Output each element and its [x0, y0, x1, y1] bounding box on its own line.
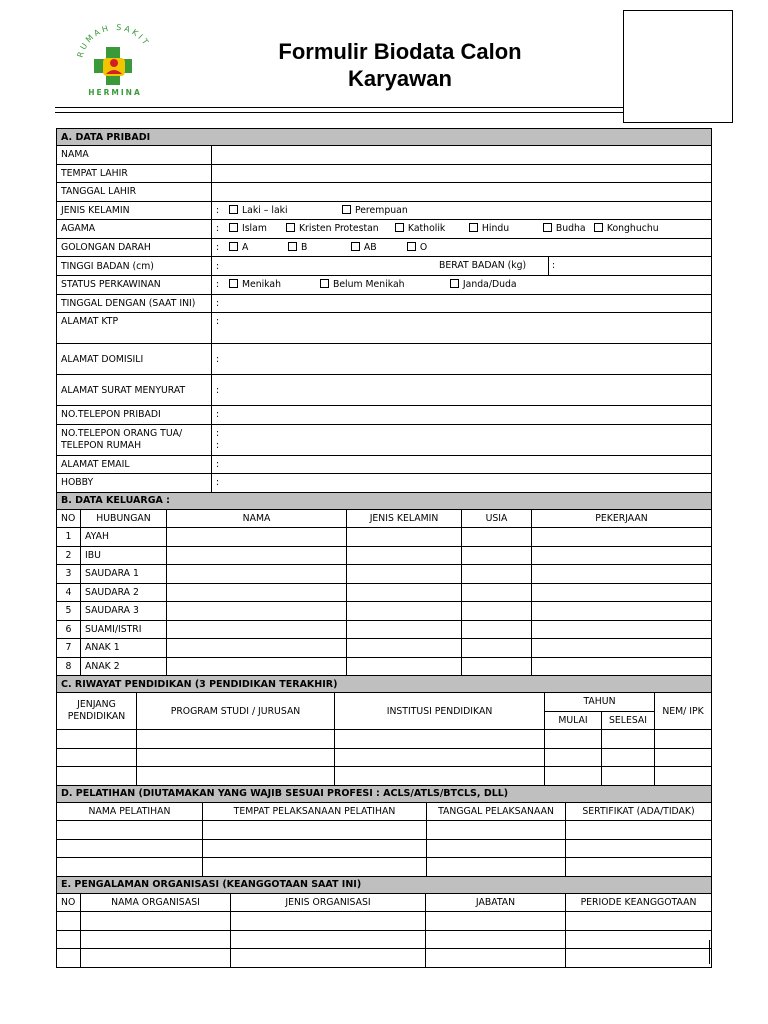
option-label: Katholik — [407, 223, 446, 235]
label-telepon-ortu — [57, 424, 212, 455]
field-jenis-kelamin — [212, 201, 712, 220]
row-no: 2 — [57, 546, 81, 565]
colon: : — [216, 477, 220, 489]
cell-input[interactable] — [57, 930, 81, 949]
col-header-selesai: SELESAI — [602, 711, 655, 730]
checkbox[interactable] — [229, 279, 238, 288]
colon: : — [216, 223, 220, 235]
title-line-1: Formulir Biodata Calon — [278, 39, 522, 64]
table-row — [57, 546, 712, 565]
row-hubungan: AYAH — [81, 528, 167, 547]
cell-input[interactable] — [57, 949, 81, 968]
col-header: HUBUNGAN — [81, 509, 167, 528]
col-header-mulai: MULAI — [545, 711, 602, 730]
input-alamat-domisili[interactable] — [212, 344, 712, 375]
input-berat-badan[interactable]: : — [552, 260, 556, 271]
label-alamat-domisili: ALAMAT DOMISILI — [57, 344, 212, 375]
cell-input[interactable] — [462, 639, 532, 658]
right-border-continuation — [709, 940, 710, 964]
cell-input[interactable] — [347, 602, 462, 621]
cell-input[interactable] — [347, 546, 462, 565]
biodata-form — [56, 128, 711, 968]
field-status-perkawinan — [212, 276, 712, 295]
section-e-title: E. PENGALAMAN ORGANISASI (KEANGGOTAAN SAAT INI) — [57, 876, 712, 893]
field-golongan-darah — [212, 238, 712, 257]
cell-input[interactable] — [426, 930, 566, 949]
title-line-2: Karyawan — [348, 66, 452, 91]
checkbox[interactable] — [594, 223, 603, 232]
option-label: Perempuan — [354, 204, 408, 216]
input-nama[interactable] — [212, 146, 712, 165]
col-header: NAMA PELATIHAN — [57, 802, 203, 821]
option-label: Janda/Duda — [462, 279, 517, 291]
option-o[interactable] — [407, 242, 427, 253]
table-row — [57, 657, 712, 676]
cell-input[interactable] — [566, 912, 712, 931]
row-no: 3 — [57, 565, 81, 584]
colon: : — [216, 384, 220, 396]
cell-input[interactable] — [347, 657, 462, 676]
option-label: Islam — [241, 223, 267, 235]
colon: : — [216, 297, 220, 309]
table-row — [57, 767, 712, 786]
option-label: Hindu — [481, 223, 510, 235]
row-hubungan: SAUDARA 1 — [81, 565, 167, 584]
cell-input[interactable] — [462, 565, 532, 584]
cell-input[interactable] — [347, 620, 462, 639]
option-label: Konghuchu — [606, 223, 659, 235]
col-header-institusi: INSTITUSI PENDIDIKAN — [335, 693, 545, 730]
header-line: PENDIDIKAN — [67, 711, 126, 722]
col-header: NO — [57, 893, 81, 912]
option-menikah[interactable] — [229, 279, 317, 290]
row-no: 8 — [57, 657, 81, 676]
form-title — [250, 38, 550, 92]
cell-input[interactable] — [347, 565, 462, 584]
section-e-table — [56, 876, 712, 968]
cell-input[interactable] — [655, 730, 712, 749]
cell-input[interactable] — [57, 821, 203, 840]
col-header: JABATAN — [426, 893, 566, 912]
col-header: TANGGAL PELAKSANAAN — [427, 802, 566, 821]
cell-input[interactable] — [566, 949, 712, 968]
checkbox[interactable] — [543, 223, 552, 232]
option-janda-duda[interactable] — [450, 279, 517, 290]
label-tanggal-lahir: TANGGAL LAHIR — [57, 183, 212, 202]
cell-input[interactable] — [462, 528, 532, 547]
label-berat-badan: BERAT BADAN (kg) — [437, 257, 549, 275]
cell-input[interactable] — [167, 546, 347, 565]
col-header: NO — [57, 509, 81, 528]
cell-input[interactable] — [602, 767, 655, 786]
cell-input[interactable] — [167, 528, 347, 547]
label-nama: NAMA — [57, 146, 212, 165]
label-alamat-surat: ALAMAT SURAT MENYURAT — [57, 375, 212, 406]
cell-input[interactable] — [462, 583, 532, 602]
cell-input[interactable] — [231, 930, 426, 949]
cell-input[interactable] — [203, 839, 427, 858]
cell-input[interactable] — [57, 767, 137, 786]
label-agama: AGAMA — [57, 220, 212, 239]
cell-input[interactable] — [566, 839, 712, 858]
checkbox[interactable] — [288, 242, 297, 251]
colon: : — [216, 204, 220, 216]
cell-input[interactable] — [532, 565, 712, 584]
cell-input[interactable] — [427, 821, 566, 840]
cell-input[interactable] — [566, 821, 712, 840]
checkbox[interactable] — [351, 242, 360, 251]
cell-input[interactable] — [347, 528, 462, 547]
cell-input[interactable] — [532, 583, 712, 602]
option-label: O — [419, 241, 428, 253]
cell-input[interactable] — [81, 912, 231, 931]
cell-input[interactable] — [57, 858, 203, 877]
section-c-title: C. RIWAYAT PENDIDIKAN (3 PENDIDIKAN TERAKHIR) — [57, 676, 712, 693]
cell-input[interactable] — [81, 949, 231, 968]
cell-input[interactable] — [57, 839, 203, 858]
cell-input[interactable] — [602, 730, 655, 749]
cell-input[interactable] — [203, 858, 427, 877]
cell-input[interactable] — [462, 546, 532, 565]
cell-input[interactable] — [335, 730, 545, 749]
option-hindu[interactable] — [469, 223, 540, 234]
row-no: 1 — [57, 528, 81, 547]
cell-input[interactable] — [137, 730, 335, 749]
checkbox[interactable] — [286, 223, 295, 232]
cell-input[interactable] — [566, 858, 712, 877]
label-email: ALAMAT EMAIL — [57, 455, 212, 474]
colon: : — [216, 427, 220, 439]
row-hubungan: SAUDARA 3 — [81, 602, 167, 621]
cell-input[interactable] — [167, 583, 347, 602]
option-laki-laki[interactable] — [229, 205, 339, 216]
cell-input[interactable] — [532, 620, 712, 639]
table-row — [57, 730, 712, 749]
input-telepon-pribadi[interactable] — [212, 406, 712, 425]
cell-input[interactable] — [566, 930, 712, 949]
table-row — [57, 858, 712, 877]
label-golongan-darah: GOLONGAN DARAH — [57, 238, 212, 257]
table-row — [57, 821, 712, 840]
row-no: 5 — [57, 602, 81, 621]
input-tempat-lahir[interactable] — [212, 164, 712, 183]
svg-text:HERMINA: HERMINA — [88, 88, 142, 97]
row-hubungan: IBU — [81, 546, 167, 565]
cell-input[interactable] — [655, 767, 712, 786]
option-label: Menikah — [241, 279, 281, 291]
input-email[interactable] — [212, 455, 712, 474]
berat-badan-cell — [439, 257, 712, 276]
option-budha[interactable] — [543, 223, 591, 234]
colon: : — [216, 241, 220, 253]
col-header: USIA — [462, 509, 532, 528]
label-tinggal-dengan: TINGGAL DENGAN (SAAT INI) — [57, 294, 212, 313]
cell-input[interactable] — [462, 620, 532, 639]
colon: : — [216, 279, 220, 291]
label-jenis-kelamin: JENIS KELAMIN — [57, 201, 212, 220]
cell-input[interactable] — [532, 639, 712, 658]
cell-input[interactable] — [532, 528, 712, 547]
cell-input[interactable] — [231, 912, 426, 931]
input-tinggal-dengan[interactable] — [212, 294, 712, 313]
section-c-table — [56, 675, 712, 786]
section-a-table — [56, 128, 712, 493]
checkbox[interactable] — [450, 279, 459, 288]
table-row — [57, 839, 712, 858]
table-row — [57, 528, 712, 547]
checkbox[interactable] — [229, 242, 238, 251]
cell-input[interactable] — [203, 821, 427, 840]
row-no: 7 — [57, 639, 81, 658]
label-telepon-pribadi: NO.TELEPON PRIBADI — [57, 406, 212, 425]
option-perempuan[interactable] — [342, 205, 408, 216]
row-hubungan: ANAK 2 — [81, 657, 167, 676]
colon: : — [216, 316, 220, 327]
cell-input[interactable] — [655, 748, 712, 767]
cell-input[interactable] — [57, 912, 81, 931]
col-header: NAMA ORGANISASI — [81, 893, 231, 912]
cell-input[interactable] — [426, 912, 566, 931]
option-islam[interactable] — [229, 223, 283, 234]
section-d-table — [56, 785, 712, 877]
option-ab[interactable] — [351, 242, 404, 253]
colon: : — [216, 439, 220, 451]
row-hubungan: SUAMI/ISTRI — [81, 620, 167, 639]
cell-input[interactable] — [427, 839, 566, 858]
cell-input[interactable] — [347, 583, 462, 602]
option-konghuchu[interactable] — [594, 223, 659, 234]
colon: : — [216, 458, 220, 470]
option-kristen[interactable] — [286, 223, 392, 234]
col-header: SERTIFIKAT (ADA/TIDAK) — [566, 802, 712, 821]
cell-input[interactable] — [545, 730, 602, 749]
col-header: NAMA — [167, 509, 347, 528]
option-label: Belum Menikah — [332, 279, 405, 291]
field-agama — [212, 220, 712, 239]
cell-input[interactable] — [335, 748, 545, 767]
hospital-logo — [70, 22, 160, 100]
option-label: A — [241, 241, 249, 253]
colon: : — [216, 353, 220, 365]
cell-input[interactable] — [462, 657, 532, 676]
checkbox[interactable] — [469, 223, 478, 232]
section-b-title: B. DATA KELUARGA : — [57, 492, 712, 509]
cell-input[interactable] — [532, 602, 712, 621]
row-hubungan: ANAK 1 — [81, 639, 167, 658]
col-header: PEKERJAAN — [532, 509, 712, 528]
option-label: B — [300, 241, 308, 253]
cell-input[interactable] — [427, 858, 566, 877]
label-line: NO.TELEPON ORANG TUA/ — [61, 427, 183, 439]
cell-input[interactable] — [57, 730, 137, 749]
colon: : — [216, 409, 220, 421]
row-no: 4 — [57, 583, 81, 602]
svg-text:RUMAH SAKIT: RUMAH SAKIT — [75, 22, 152, 59]
option-label: Kristen Protestan — [298, 223, 379, 235]
cell-input[interactable] — [532, 546, 712, 565]
cell-input[interactable] — [426, 949, 566, 968]
input-hobby[interactable] — [212, 474, 712, 493]
label-tempat-lahir: TEMPAT LAHIR — [57, 164, 212, 183]
label-status-perkawinan: STATUS PERKAWINAN — [57, 276, 212, 295]
cell-input[interactable] — [602, 748, 655, 767]
table-row — [57, 583, 712, 602]
colon: : — [216, 260, 220, 272]
table-row — [57, 639, 712, 658]
cell-input[interactable] — [532, 657, 712, 676]
col-header: JENIS KELAMIN — [347, 509, 462, 528]
cell-input[interactable] — [167, 639, 347, 658]
option-katholik[interactable] — [395, 223, 466, 234]
header-rule-top — [55, 107, 623, 108]
label-alamat-ktp: ALAMAT KTP — [57, 313, 212, 344]
cell-input[interactable] — [347, 639, 462, 658]
option-label: Budha — [555, 223, 586, 235]
checkbox[interactable] — [229, 205, 238, 214]
header-rule-bottom — [55, 112, 623, 113]
label-hobby: HOBBY — [57, 474, 212, 493]
row-no: 6 — [57, 620, 81, 639]
section-b-table — [56, 492, 712, 677]
cell-input[interactable] — [545, 767, 602, 786]
input-alamat-surat[interactable] — [212, 375, 712, 406]
section-d-title: D. PELATIHAN (DIUTAMAKAN YANG WAJIB SESUAI PROFESI : ACLS/ATLS/BTCLS, DLL) — [57, 785, 712, 802]
cell-input[interactable] — [167, 657, 347, 676]
cell-input[interactable] — [137, 767, 335, 786]
checkbox[interactable] — [407, 242, 416, 251]
option-b[interactable] — [288, 242, 348, 253]
cell-input[interactable] — [137, 748, 335, 767]
table-row — [57, 602, 712, 621]
option-label: AB — [363, 241, 377, 253]
input-tanggal-lahir[interactable] — [212, 183, 712, 202]
cell-input[interactable] — [462, 602, 532, 621]
col-header-nem: NEM/ IPK — [655, 693, 712, 730]
cell-input[interactable] — [167, 620, 347, 639]
table-row — [57, 912, 712, 931]
cell-input[interactable] — [335, 767, 545, 786]
photo-box — [623, 10, 733, 123]
cell-input[interactable] — [167, 565, 347, 584]
checkbox[interactable] — [229, 223, 238, 232]
col-header: PERIODE KEANGGOTAAN — [566, 893, 712, 912]
cell-input[interactable] — [81, 930, 231, 949]
col-header-tahun: TAHUN — [545, 693, 655, 712]
col-header-prodi: PROGRAM STUDI / JURUSAN — [137, 693, 335, 730]
col-header: TEMPAT PELAKSANAAN PELATIHAN — [203, 802, 427, 821]
table-row — [57, 930, 712, 949]
cell-input[interactable] — [545, 748, 602, 767]
input-telepon-ortu[interactable] — [212, 424, 712, 455]
cell-input[interactable] — [167, 602, 347, 621]
table-row — [57, 620, 712, 639]
cell-input[interactable] — [57, 748, 137, 767]
table-row — [57, 949, 712, 968]
col-header: JENIS ORGANISASI — [231, 893, 426, 912]
label-line: TELEPON RUMAH — [61, 439, 142, 451]
table-row — [57, 748, 712, 767]
header-line: JENJANG — [77, 699, 116, 710]
checkbox[interactable] — [395, 223, 404, 232]
option-a[interactable] — [229, 242, 285, 253]
option-belum-menikah[interactable] — [320, 279, 447, 290]
col-header-jenjang — [57, 693, 137, 730]
checkbox[interactable] — [320, 279, 329, 288]
input-alamat-ktp[interactable] — [212, 313, 712, 344]
checkbox[interactable] — [342, 205, 351, 214]
option-label: Laki – laki — [241, 204, 288, 216]
section-a-title: A. DATA PRIBADI — [57, 129, 712, 146]
label-tinggi-badan: TINGGI BADAN (cm) — [57, 257, 212, 276]
cell-input[interactable] — [231, 949, 426, 968]
table-row — [57, 565, 712, 584]
row-hubungan: SAUDARA 2 — [81, 583, 167, 602]
